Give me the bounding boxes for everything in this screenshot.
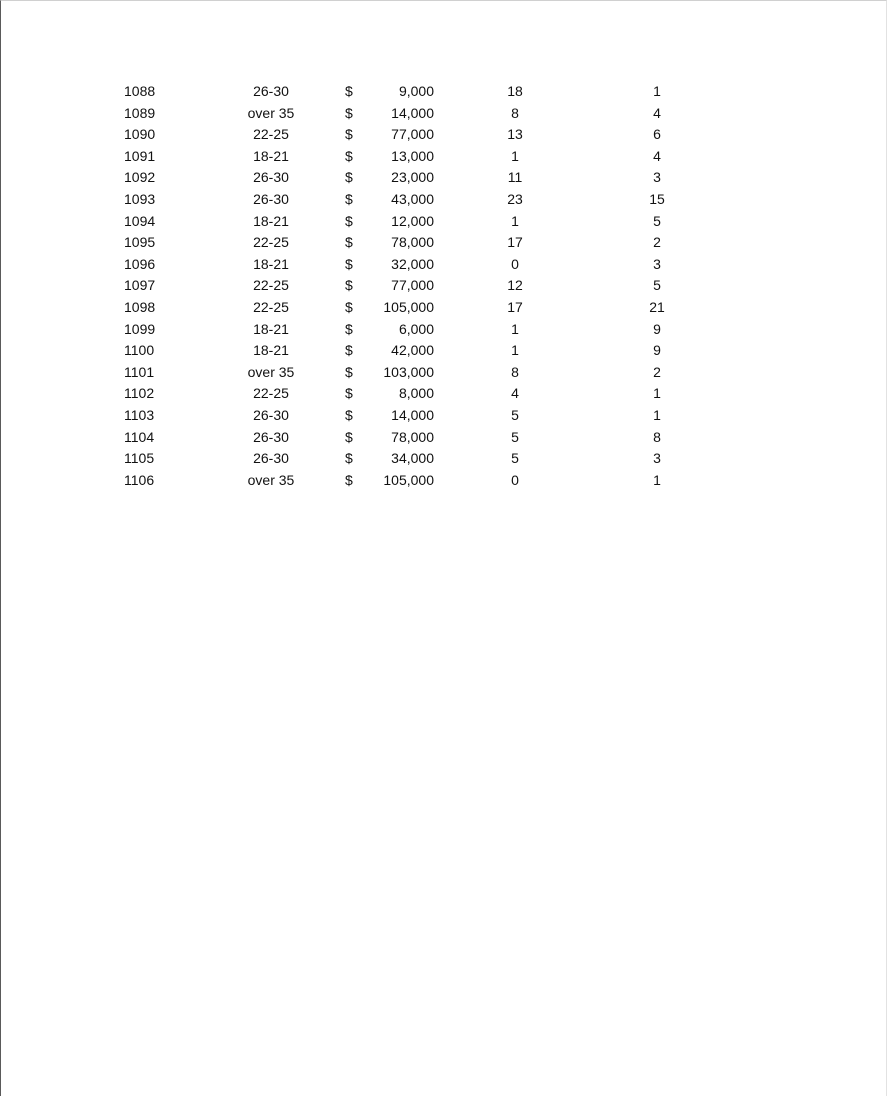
table-row xyxy=(1,319,888,341)
row-id-cell: 1095 xyxy=(124,234,156,251)
table-row xyxy=(1,146,888,168)
value2-cell: 1 xyxy=(653,83,661,99)
table-row xyxy=(1,448,888,470)
amount-cell: 14,000 xyxy=(391,406,434,423)
row-id-cell: 1096 xyxy=(124,255,156,272)
age-group-cell: 22-25 xyxy=(253,126,289,143)
row-id-cell: 1093 xyxy=(124,190,156,207)
age-group-cell: 22-25 xyxy=(253,277,289,294)
value2-cell: 3 xyxy=(653,169,661,186)
age-group-cell: 26-30 xyxy=(253,169,289,186)
amount-cell: 77,000 xyxy=(391,126,434,143)
value1-cell: 8 xyxy=(511,363,519,380)
currency-symbol-cell: $ xyxy=(345,298,353,315)
row-id-cell: 1103 xyxy=(124,406,155,423)
value2-cell: 3 xyxy=(653,450,661,467)
row-id-cell: 1094 xyxy=(124,212,156,229)
value1-cell: 5 xyxy=(511,428,519,445)
value2-cell: 9 xyxy=(653,342,661,359)
currency-symbol-cell: $ xyxy=(345,234,353,251)
row-id-cell: 1101 xyxy=(124,363,155,380)
value1-cell: 23 xyxy=(507,190,523,207)
value1-cell: 1 xyxy=(511,147,519,164)
row-id-cell: 1091 xyxy=(124,147,156,164)
age-group-cell: over 35 xyxy=(247,104,295,121)
value2-cell: 8 xyxy=(653,428,661,445)
amount-cell: 105,000 xyxy=(383,471,434,488)
amount-cell: 78,000 xyxy=(391,234,434,251)
age-group-cell: 22-25 xyxy=(253,234,289,251)
age-group-cell: 26-30 xyxy=(253,190,289,207)
table-row xyxy=(1,189,888,211)
currency-symbol-cell: $ xyxy=(345,385,353,402)
row-id-cell: 1090 xyxy=(124,126,156,143)
row-id-cell: 1099 xyxy=(124,320,156,337)
age-group-cell: over 35 xyxy=(247,471,295,488)
amount-cell: 9,000 xyxy=(398,83,434,99)
amount-cell: 42,000 xyxy=(391,342,434,359)
row-id-cell: 1102 xyxy=(124,385,155,402)
value2-cell: 1 xyxy=(653,385,661,402)
amount-cell: 23,000 xyxy=(391,169,434,186)
row-id-cell: 1105 xyxy=(124,450,155,467)
amount-cell: 34,000 xyxy=(391,450,434,467)
table-row xyxy=(1,470,888,492)
amount-cell: 78,000 xyxy=(391,428,434,445)
value2-cell: 21 xyxy=(649,298,665,315)
value2-cell: 1 xyxy=(653,406,661,423)
value1-cell: 5 xyxy=(511,406,519,423)
currency-symbol-cell: $ xyxy=(345,212,353,229)
age-group-cell: 26-30 xyxy=(253,83,289,99)
amount-cell: 32,000 xyxy=(391,255,434,272)
currency-symbol-cell: $ xyxy=(345,342,353,359)
value1-cell: 18 xyxy=(507,83,523,99)
value1-cell: 0 xyxy=(511,471,519,488)
row-id-cell: 1089 xyxy=(124,104,156,121)
currency-symbol-cell: $ xyxy=(345,450,353,467)
currency-symbol-cell: $ xyxy=(345,104,353,121)
age-group-cell: 18-21 xyxy=(253,342,289,359)
currency-symbol-cell: $ xyxy=(345,320,353,337)
table-row xyxy=(1,275,888,297)
value1-cell: 0 xyxy=(511,255,519,272)
value1-cell: 5 xyxy=(511,450,519,467)
row-id-cell: 1100 xyxy=(124,342,155,359)
value1-cell: 1 xyxy=(511,342,519,359)
currency-symbol-cell: $ xyxy=(345,428,353,445)
row-id-cell: 1104 xyxy=(124,428,155,445)
table-row xyxy=(1,297,888,319)
value1-cell: 8 xyxy=(511,104,519,121)
value1-cell: 17 xyxy=(507,234,523,251)
value2-cell: 2 xyxy=(653,234,661,251)
currency-symbol-cell: $ xyxy=(345,83,353,99)
currency-symbol-cell: $ xyxy=(345,190,353,207)
amount-cell: 14,000 xyxy=(391,104,434,121)
table-row xyxy=(1,124,888,146)
amount-cell: 77,000 xyxy=(391,277,434,294)
value2-cell: 2 xyxy=(653,363,661,380)
currency-symbol-cell: $ xyxy=(345,147,353,164)
age-group-cell: 18-21 xyxy=(253,255,289,272)
amount-cell: 6,000 xyxy=(398,320,434,337)
amount-cell: 13,000 xyxy=(391,147,434,164)
value1-cell: 4 xyxy=(511,385,519,402)
table-row xyxy=(1,232,888,254)
currency-symbol-cell: $ xyxy=(345,169,353,186)
age-group-cell: 18-21 xyxy=(253,320,289,337)
currency-symbol-cell: $ xyxy=(345,406,353,423)
table-row xyxy=(1,362,888,384)
currency-symbol-cell: $ xyxy=(345,471,353,488)
amount-cell: 12,000 xyxy=(391,212,434,229)
age-group-cell: 26-30 xyxy=(253,406,289,423)
age-group-cell: 18-21 xyxy=(253,147,289,164)
table-row xyxy=(1,254,888,276)
amount-cell: 105,000 xyxy=(383,298,434,315)
value2-cell: 4 xyxy=(653,104,661,121)
value2-cell: 1 xyxy=(653,471,661,488)
row-id-cell: 1098 xyxy=(124,298,156,315)
age-group-cell: 22-25 xyxy=(253,298,289,315)
age-group-cell: 22-25 xyxy=(253,385,289,402)
value2-cell: 3 xyxy=(653,255,661,272)
age-group-cell: 18-21 xyxy=(253,212,289,229)
value1-cell: 1 xyxy=(511,320,519,337)
table-row xyxy=(1,427,888,449)
currency-symbol-cell: $ xyxy=(345,255,353,272)
currency-symbol-cell: $ xyxy=(345,363,353,380)
table-row xyxy=(1,383,888,405)
table-row xyxy=(1,167,888,189)
row-id-cell: 1088 xyxy=(124,83,156,99)
amount-cell: 43,000 xyxy=(391,190,434,207)
table-row xyxy=(1,81,888,103)
age-group-cell: 26-30 xyxy=(253,428,289,445)
value1-cell: 17 xyxy=(507,298,523,315)
row-id-cell: 1097 xyxy=(124,277,156,294)
row-id-cell: 1106 xyxy=(124,471,155,488)
value2-cell: 5 xyxy=(653,212,661,229)
value2-cell: 6 xyxy=(653,126,661,143)
table-row xyxy=(1,103,888,125)
data-table xyxy=(1,81,888,491)
row-id-cell: 1092 xyxy=(124,169,156,186)
table-row xyxy=(1,340,888,362)
value2-cell: 5 xyxy=(653,277,661,294)
value1-cell: 12 xyxy=(507,277,523,294)
value2-cell: 4 xyxy=(653,147,661,164)
value1-cell: 13 xyxy=(507,126,523,143)
amount-cell: 103,000 xyxy=(383,363,434,380)
table-row xyxy=(1,211,888,233)
value1-cell: 1 xyxy=(511,212,519,229)
value1-cell: 11 xyxy=(507,169,523,186)
currency-symbol-cell: $ xyxy=(345,277,353,294)
table-row xyxy=(1,405,888,427)
currency-symbol-cell: $ xyxy=(345,126,353,143)
age-group-cell: over 35 xyxy=(247,363,295,380)
amount-cell: 8,000 xyxy=(398,385,434,402)
value2-cell: 15 xyxy=(649,190,665,207)
value2-cell: 9 xyxy=(653,320,661,337)
age-group-cell: 26-30 xyxy=(253,450,289,467)
